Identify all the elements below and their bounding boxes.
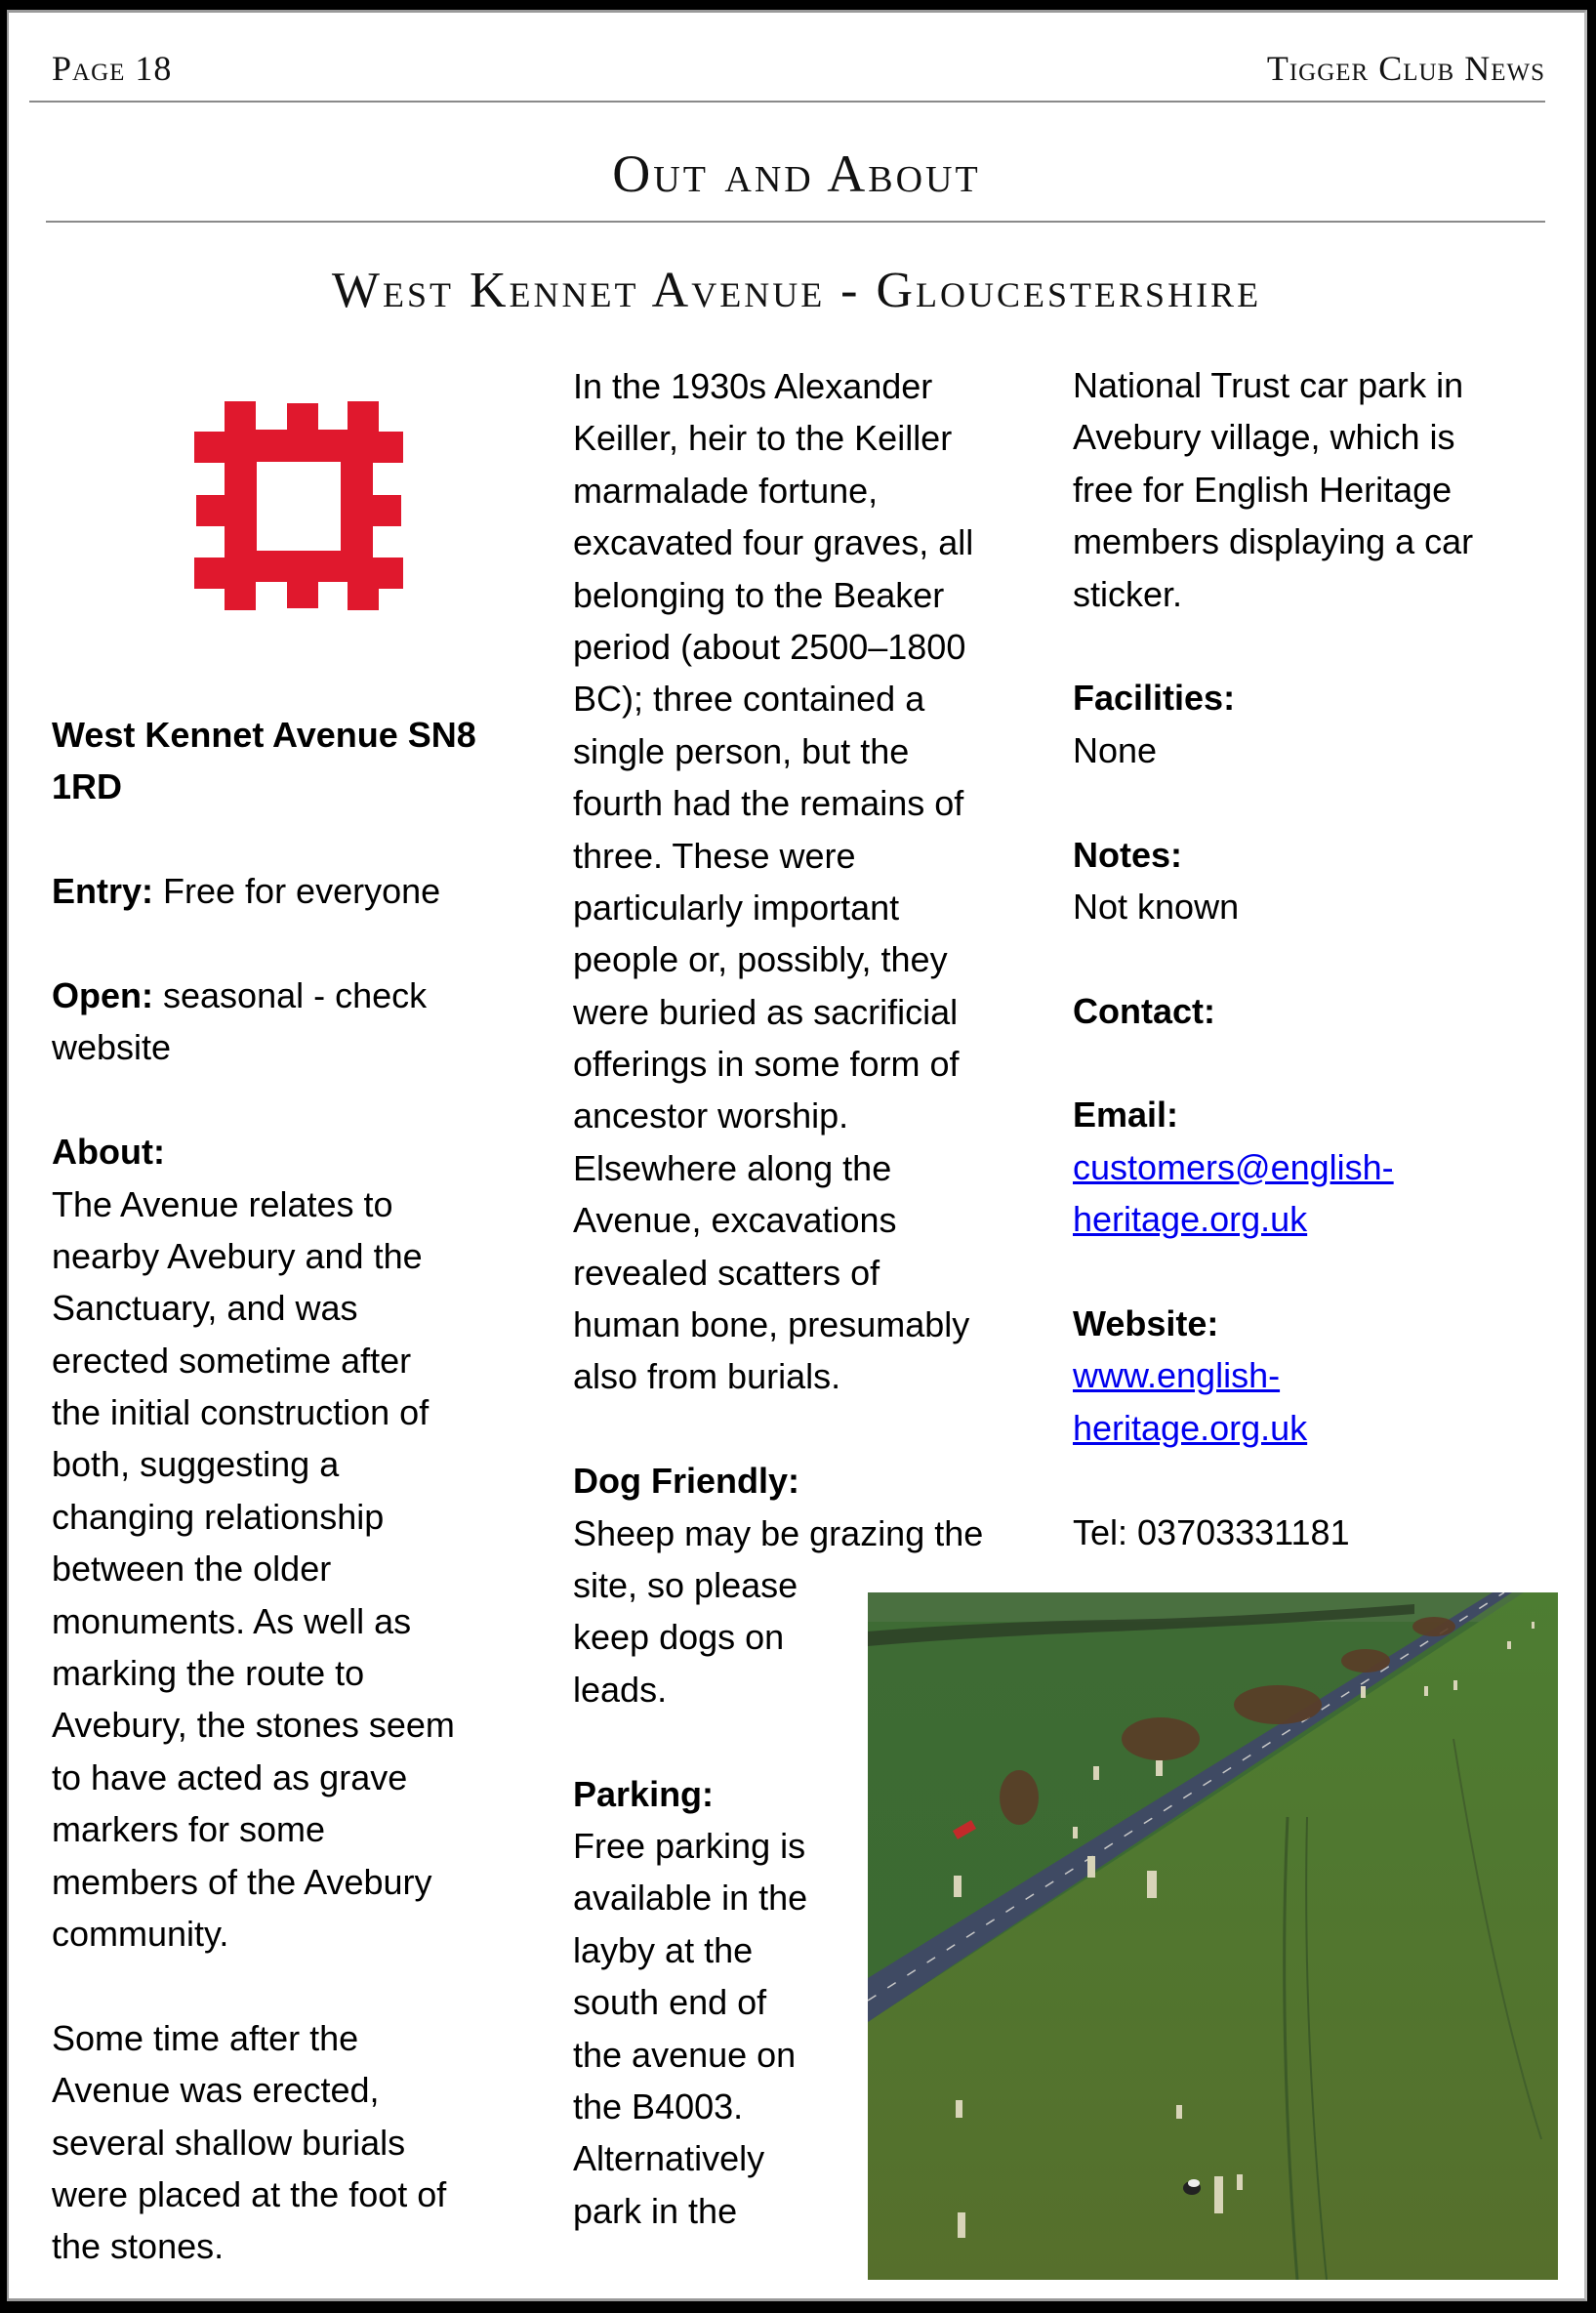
about-label: About: (52, 1132, 165, 1173)
text-line: between the older (52, 1549, 332, 1590)
facilities-label: Facilities: (1073, 678, 1236, 719)
facilities-value: None (1073, 729, 1158, 770)
telephone: Tel: 03703331181 (1073, 1511, 1350, 1552)
publication-name: Tigger Club News (1266, 49, 1545, 88)
article-title: West Kennet Avenue - Gloucestershire (331, 263, 1262, 318)
text-line: people or, possibly, they (573, 939, 948, 980)
text-line: marking the route to (52, 1653, 365, 1694)
page-number: Page 18 (52, 49, 173, 88)
text-line: the B4003. (573, 2086, 744, 2127)
text-line: leads. (573, 1669, 668, 1710)
text-line: marmalade fortune, (573, 470, 879, 511)
section-title: Out and About (612, 145, 981, 203)
text-line: three. These were (573, 835, 856, 876)
text-line: National Trust car park in (1073, 365, 1464, 405)
open-label: Open: (52, 974, 153, 1015)
about-text (52, 1178, 530, 1961)
aerial-photo-avenue-stones (868, 1592, 1558, 2280)
text-line: Free parking is (573, 1825, 806, 1866)
text-line: layby at the (573, 1929, 754, 1970)
text-line: the stones. (52, 2226, 225, 2267)
text-line: to have acted as grave (52, 1756, 408, 1797)
text-line: site, so please (573, 1564, 798, 1605)
text-line: Sanctuary, and was (52, 1288, 358, 1329)
section-divider (46, 221, 1545, 223)
text-line: markers for some (52, 1809, 326, 1850)
text-line: available in the (573, 1878, 808, 1919)
open-value-cont: website (52, 1027, 172, 1068)
text-line: also from burials. (573, 1356, 841, 1397)
burials-text (52, 2012, 530, 2273)
text-line: belonging to the Beaker (573, 574, 945, 615)
text-line: revealed scatters of (573, 1252, 880, 1293)
open-value: seasonal - check (153, 974, 428, 1015)
website-link-cont[interactable]: heritage.org.uk (1073, 1407, 1308, 1448)
email-label: Email: (1073, 1095, 1179, 1136)
text-line: south end of (573, 1982, 767, 2023)
text-line: single person, but the (573, 730, 910, 771)
text-line: period (about 2500–1800 (573, 626, 966, 667)
address-line: West Kennet Avenue SN8 (52, 715, 476, 755)
text-line: the initial construction of (52, 1392, 430, 1433)
text-line: community. (52, 1913, 229, 1954)
text-line: Some time after the (52, 2017, 359, 2058)
text-line: Elsewhere along the (573, 1147, 892, 1188)
text-line: free for English Heritage (1073, 469, 1453, 510)
column-right (1073, 359, 1561, 1558)
text-line: offerings in some form of (573, 1044, 960, 1085)
text-line: Avebury village, which is (1073, 417, 1455, 458)
text-line: particularly important (573, 887, 900, 928)
notes-value: Not known (1073, 886, 1240, 927)
text-line: changing relationship (52, 1496, 385, 1537)
text-line: members displaying a car (1073, 521, 1474, 562)
english-heritage-logo-icon (188, 393, 409, 618)
text-line: park in the (573, 2190, 738, 2231)
text-line: were placed at the foot of (52, 2173, 447, 2214)
text-line: members of the Avebury (52, 1861, 432, 1902)
text-line: nearby Avebury and the (52, 1235, 423, 1276)
notes-label: Notes: (1073, 834, 1183, 875)
text-line: The Avenue relates to (52, 1183, 393, 1224)
text-line: human bone, presumably (573, 1304, 970, 1345)
text-line: BC); three contained a (573, 679, 925, 720)
newsletter-page (7, 10, 1587, 2301)
text-line: Avebury, the stones seem (52, 1705, 455, 1746)
text-line: monuments. As well as (52, 1600, 412, 1641)
text-line: Alternatively (573, 2138, 765, 2179)
text-line: keep dogs on (573, 1617, 785, 1658)
text-line: ancestor worship. (573, 1095, 849, 1136)
text-line: the avenue on (573, 2034, 797, 2075)
open-info (52, 970, 530, 1021)
history-text (573, 360, 1042, 1403)
text-line: sticker. (1073, 573, 1183, 614)
entry-info (52, 865, 530, 917)
text-line: were buried as sacrificial (573, 991, 959, 1032)
website-label: Website: (1073, 1303, 1219, 1344)
dog-friendly-label: Dog Friendly: (573, 1461, 799, 1502)
text-line: erected sometime after (52, 1340, 412, 1381)
email-link[interactable]: customers@english- (1073, 1146, 1394, 1187)
address-line: 1RD (52, 766, 123, 807)
parking-label: Parking: (573, 1773, 715, 1814)
text-line: In the 1930s Alexander (573, 366, 933, 406)
parking-text-continued (1073, 359, 1561, 620)
email-link-cont[interactable]: heritage.org.uk (1073, 1199, 1308, 1240)
text-line: several shallow burials (52, 2122, 406, 2163)
text-line: fourth had the remains of (573, 783, 964, 824)
entry-value: Free for everyone (153, 871, 441, 912)
header-divider (29, 101, 1545, 103)
text-line: Avenue was erected, (52, 2070, 380, 2111)
website-link[interactable]: www.english- (1073, 1355, 1281, 1396)
contact-label: Contact: (1073, 990, 1215, 1031)
text-line: Keiller, heir to the Keiller (573, 418, 953, 459)
text-line: both, suggesting a (52, 1444, 340, 1485)
column-left (52, 709, 530, 2273)
text-line: excavated four graves, all (573, 522, 974, 563)
entry-label: Entry: (52, 871, 154, 912)
text-line: Avenue, excavations (573, 1200, 897, 1241)
text-line: Sheep may be grazing the (573, 1512, 984, 1553)
